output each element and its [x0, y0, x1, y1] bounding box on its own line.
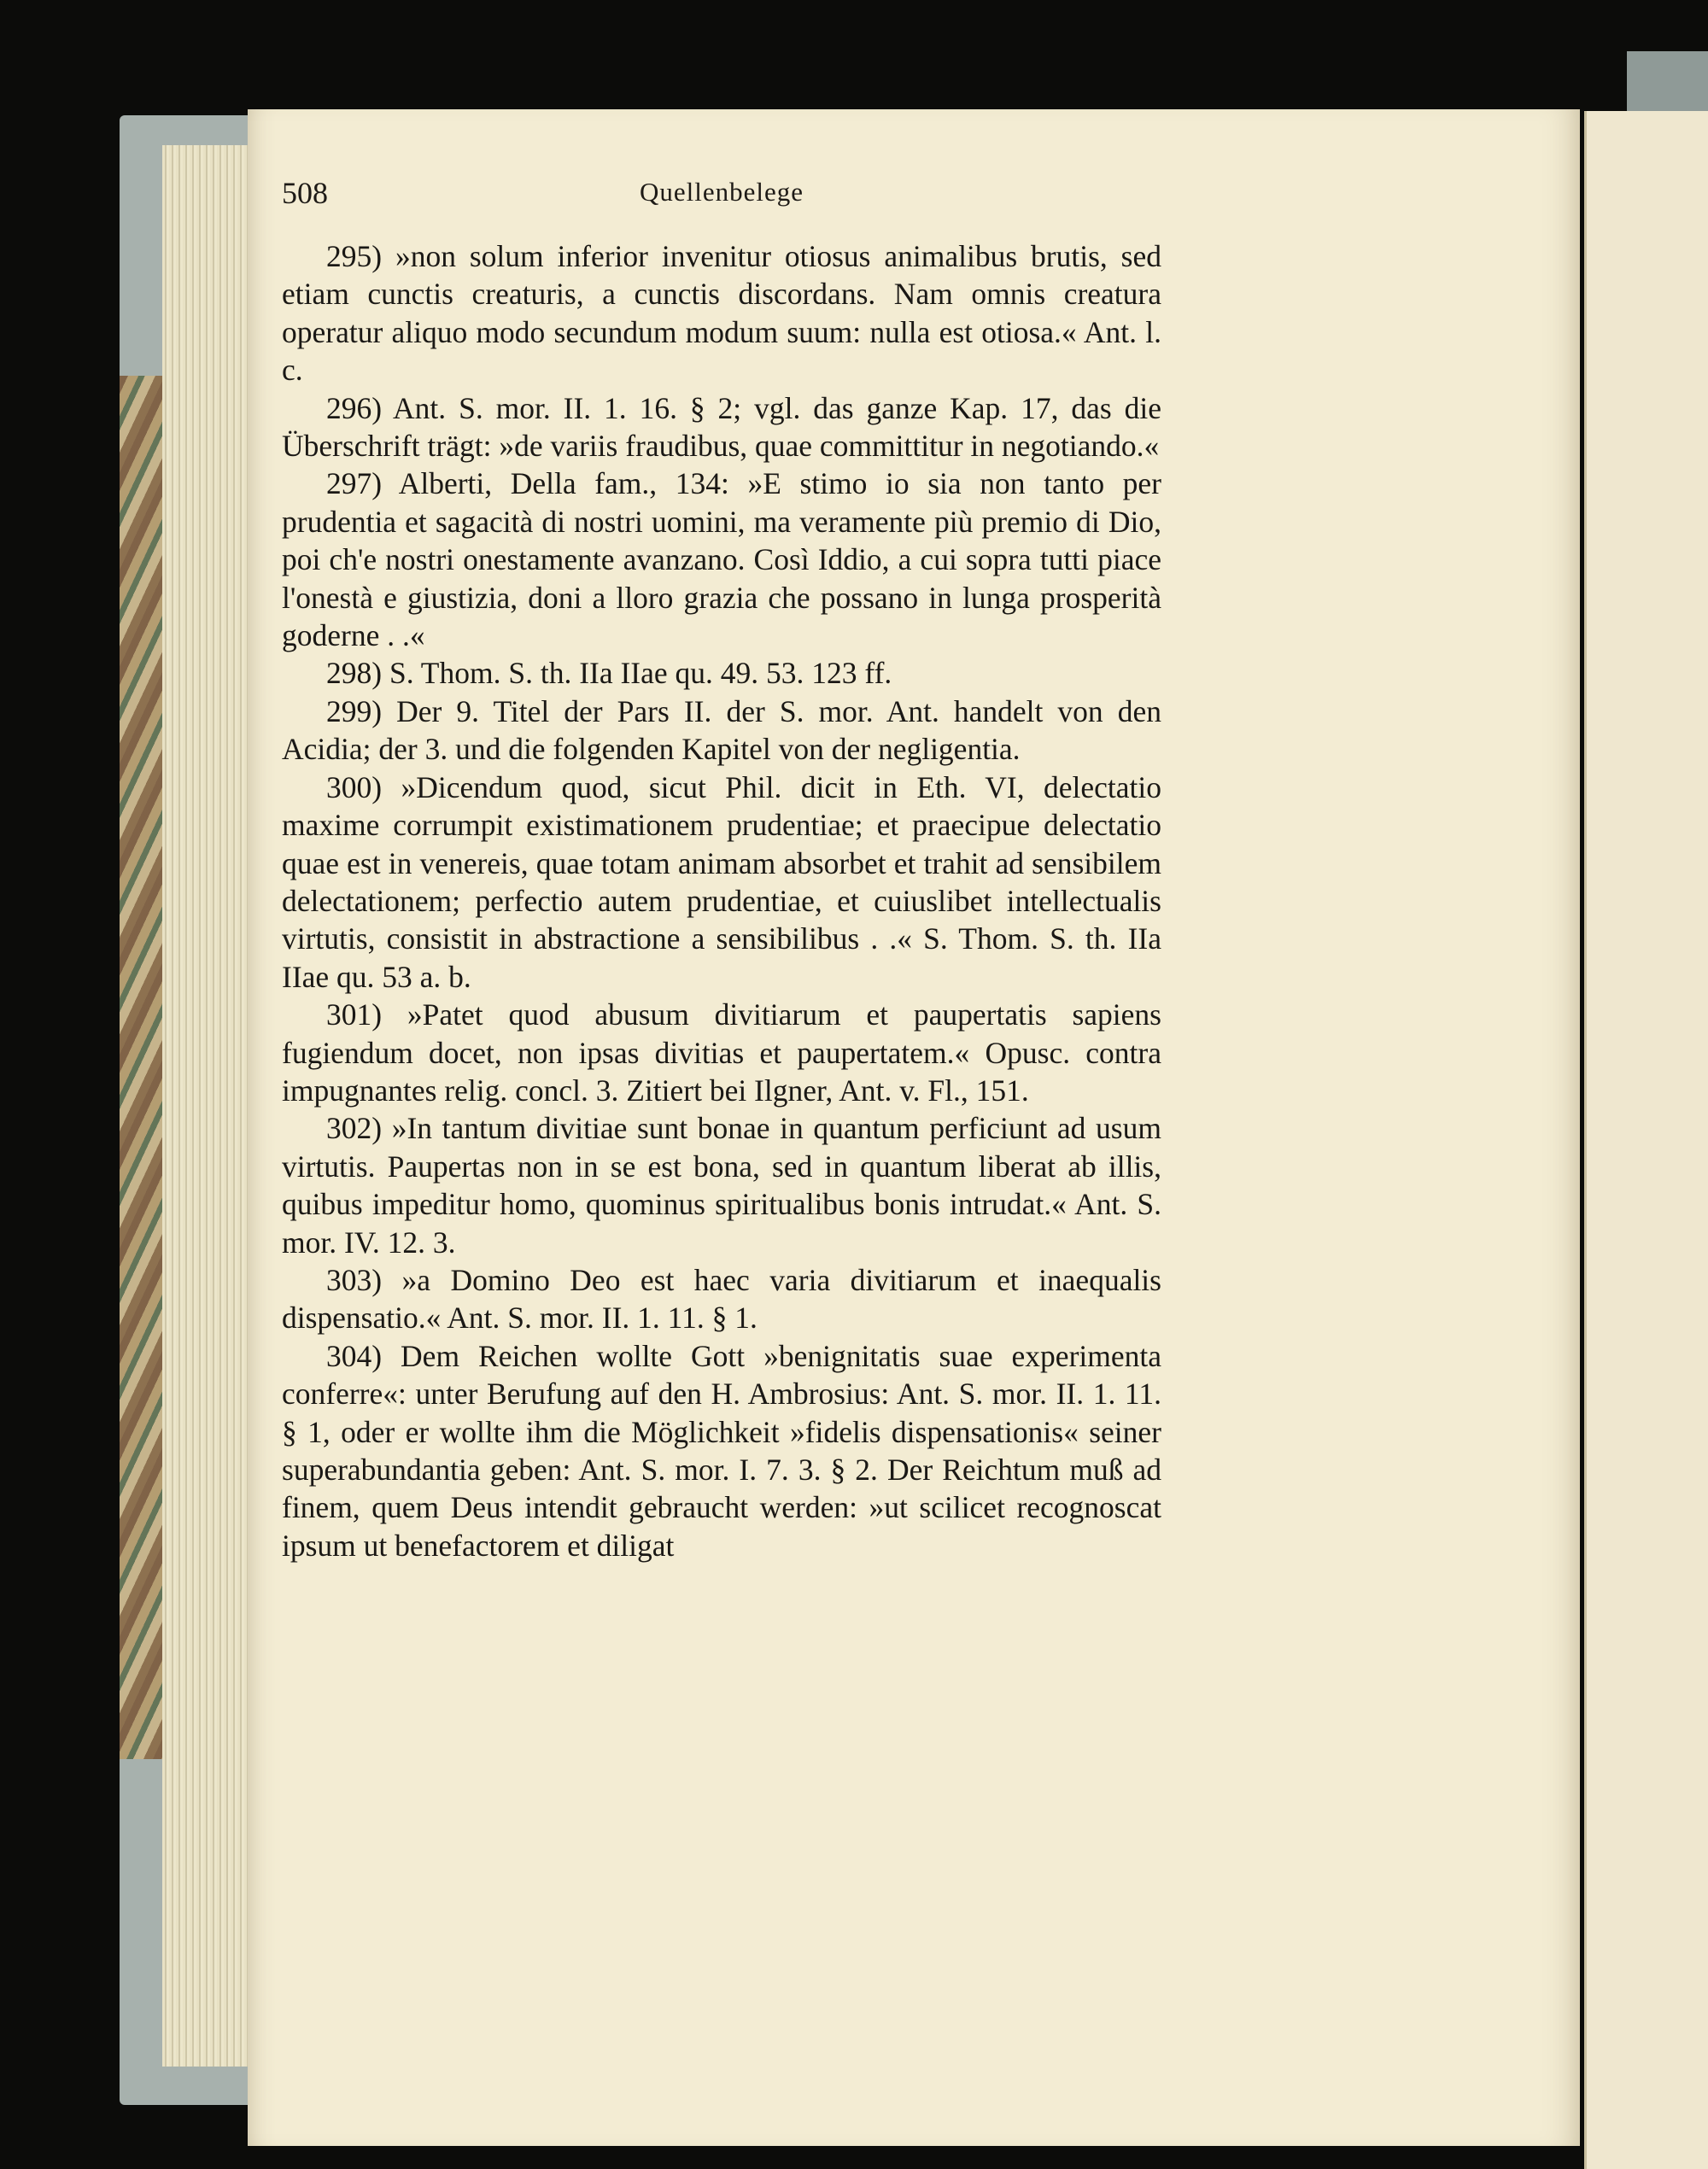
note-297: 297) Alberti, Della fam., 134: »E stimo io sia non tanto per prudentia et sagacità di nostri uomini, ma veramente più premio di Dio, poi ch'e nostri onestamente avanzano. Così Iddio, a cui sopra tutti piace l'onestà e giustizia, doni a lloro grazia che possano in lunga prosperità goderne . .«: [282, 466, 1161, 653]
footnote-list: [282, 237, 1161, 1564]
note-302: 302) »In tantum divitiae sunt bonae in quantum perficiunt ad usum virtutis. Paupertas non in se est bona, sed in quantum liberat ab illis, quibus impeditur homo, quominus spiritualibus bonis intrudat.« Ant. S. mor. IV. 12. 3.: [282, 1111, 1161, 1260]
note-299: 299) Der 9. Titel der Pars II. der S. mor. Ant. handelt von den Acidia; der 3. und die folgenden Kapitel von der negligentia.: [282, 693, 1161, 767]
note-303: 303) »a Domino Deo est haec varia divitiarum et inaequalis dispensatio.« Ant. S. mor. II. 1. 11. § 1.: [282, 1262, 1161, 1336]
note-300: 300) »Dicendum quod, sicut Phil. dicit in Eth. VI, delectatio maxime corrumpit existimationem prudentiae; et praecipue delectatio quae est in venereis, quae totam animam absorbet et trahit ad sensibilem delectationem; perfectio autem prudentiae, et cuiuslibet intellectualis virtutis, consistit in abstractione a sensibilibus . .« S. Thom. S. th. IIa IIae qu. 53 a. b.: [282, 769, 1161, 994]
note-295: 295) »non solum inferior invenitur otiosus animalibus brutis, sed etiam cunctis creaturis, a cunctis discordans. Nam omnis creatura operatur aliquo modo secundum modum suum: nulla est otiosa.« Ant. l. c.: [282, 239, 1161, 388]
page-header: [282, 175, 1161, 226]
note-296: 296) Ant. S. mor. II. 1. 16. § 2; vgl. das ganze Kap. 17, das die Überschrift trägt: »de variis fraudibus, quae committitur in negotiando.«: [282, 390, 1161, 464]
note-304: 304) Dem Reichen wollte Gott »benignitatis suae experimenta conferre«: unter Berufung auf den H. Ambrosius: Ant. S. mor. II. 1. 11. § 1, oder er wollte ihm die Möglichkeit »fidelis dispensationis« seiner superabundantia geben: Ant. S. mor. I. 7. 3. § 2. Der Reichtum muß ad finem, quem Deus intendit gebraucht werden: »ut scilicet recognoscat ipsum ut benefactorem et diligat: [282, 1338, 1161, 1563]
note-298: 298) S. Thom. S. th. IIa IIae qu. 49. 53. 123 ff.: [326, 656, 892, 691]
page-number: 508: [282, 176, 328, 210]
facing-page: [1584, 111, 1708, 2169]
note-301: 301) »Patet quod abusum divitiarum et paupertatis sapiens fugiendum docet, non ipsas divitias et paupertatem.« Opusc. contra impugnantes relig. concl. 3. Zitiert bei Ilgner, Ant. v. Fl., 151.: [282, 997, 1161, 1108]
running-title: Quellenbelege: [639, 177, 804, 207]
